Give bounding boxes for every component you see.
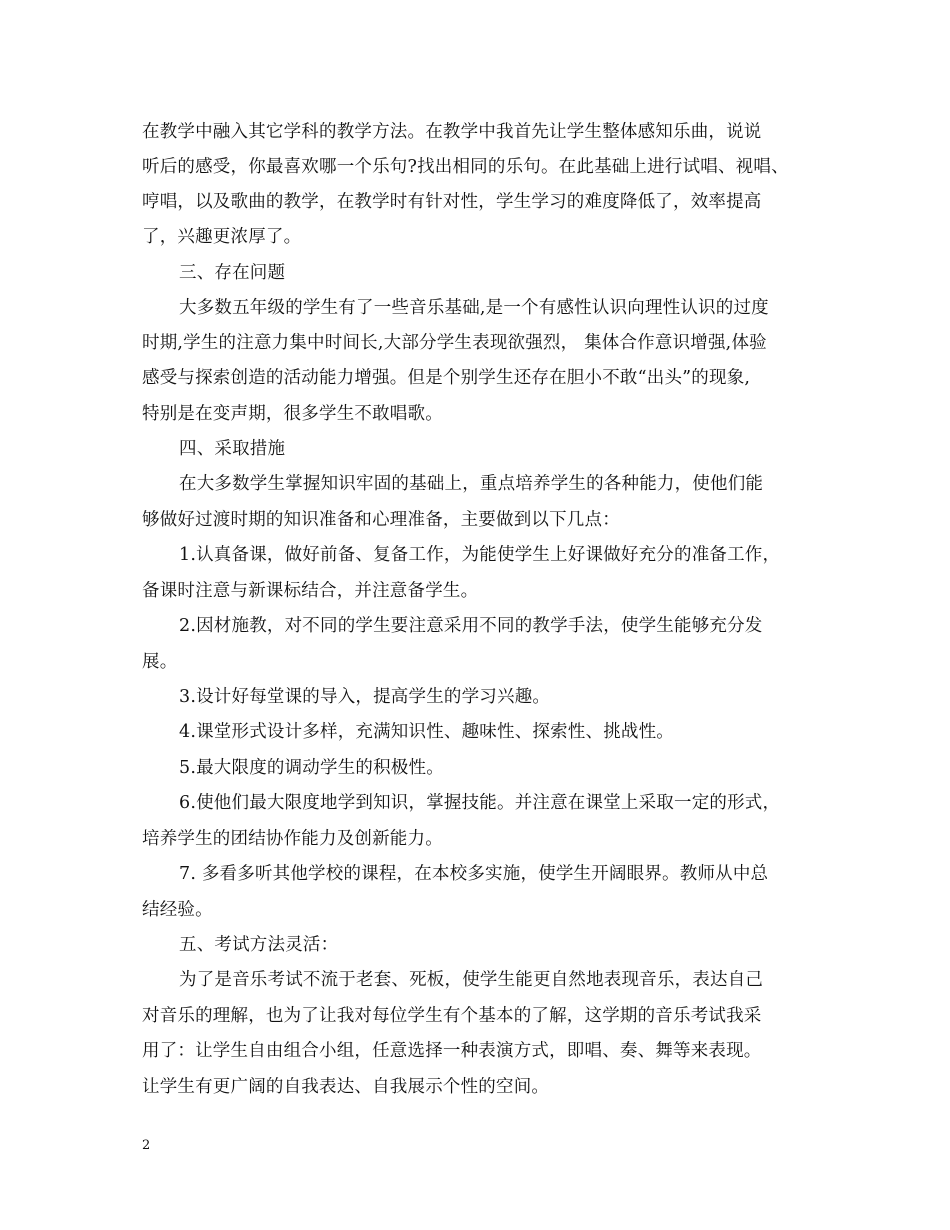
- list-item-line: 2.因材施教，对不同的学生要注意采用不同的教学手法，使学生能够充分发: [179, 616, 763, 636]
- list-item-line: 结经验。: [142, 900, 213, 920]
- body-text-line: 够做好过渡时期的知识准备和心理准备，主要做到以下几点：: [142, 510, 620, 530]
- body-text-line: 让学生有更广阔的自我表达、自我展示个性的空间。: [142, 1077, 550, 1097]
- body-text-line: 在大多数学生掌握知识牢固的基础上，重点培养学生的各种能力，使他们能: [179, 474, 764, 494]
- section-heading: 四、采取措施: [179, 439, 286, 459]
- body-text-line: 用了：让学生自由组合小组，任意选择一种表演方式，即唱、奏、舞等来表现。: [142, 1041, 762, 1061]
- list-item-line: 3.设计好每堂课的导入，提高学生的学习兴趣。: [179, 687, 551, 707]
- body-text-line: 为了是音乐考试不流于老套、死板，使学生能更自然地表现音乐，表达自己: [179, 970, 764, 990]
- list-item-line: 6.使他们最大限度地学到知识，掌握技能。并注意在课堂上采取一定的形式，: [179, 793, 781, 813]
- section-heading: 三、存在问题: [179, 263, 286, 283]
- list-item-line: 4.课堂形式设计多样，充满知识性、趣味性、探索性、挑战性。: [179, 722, 674, 742]
- body-text-line: 在教学中融入其它学科的教学方法。在教学中我首先让学生整体感知乐曲，说说: [142, 122, 762, 142]
- list-item-line: 展。: [142, 652, 178, 672]
- list-item-line: 7. 多看多听其他学校的课程，在本校多实施，使学生开阔眼界。教师从中总: [179, 864, 769, 884]
- list-item-line: 备课时注意与新课标结合，并注意备学生。: [142, 581, 479, 601]
- list-item-line: 培养学生的团结协作能力及创新能力。: [142, 829, 443, 849]
- page-number: 2: [142, 1138, 151, 1153]
- list-item-line: 5.最大限度的调动学生的积极性。: [179, 758, 444, 778]
- body-text-line: 了，兴趣更浓厚了。: [142, 227, 302, 247]
- section-heading: 五、考试方法灵活：: [179, 935, 339, 955]
- body-text-line: 时期,学生的注意力集中时间长,大部分学生表现欲强烈， 集体合作意识增强,体验: [142, 333, 767, 353]
- body-text-line: 大多数五年级的学生有了一些音乐基础,是一个有感性认识向理性认识的过度: [179, 298, 769, 318]
- body-text-line: 感受与探索创造的活动能力增强。但是个别学生还存在胆小不敢“出头”的现象,: [142, 368, 751, 388]
- body-text-line: 对音乐的理解，也为了让我对每位学生有个基本的了解，这学期的音乐考试我采: [142, 1006, 762, 1026]
- list-item-line: 1.认真备课，做好前备、复备工作，为能使学生上好课做好充分的准备工作，: [179, 545, 781, 565]
- body-text-line: 特别是在变声期，很多学生不敢唱歌。: [142, 404, 443, 424]
- body-text-line: 听后的感受，你最喜欢哪一个乐句?找出相同的乐句。在此基础上进行试唱、视唱、: [142, 157, 789, 177]
- body-text-line: 哼唱，以及歌曲的教学，在教学时有针对性，学生学习的难度降低了，效率提高: [142, 192, 762, 212]
